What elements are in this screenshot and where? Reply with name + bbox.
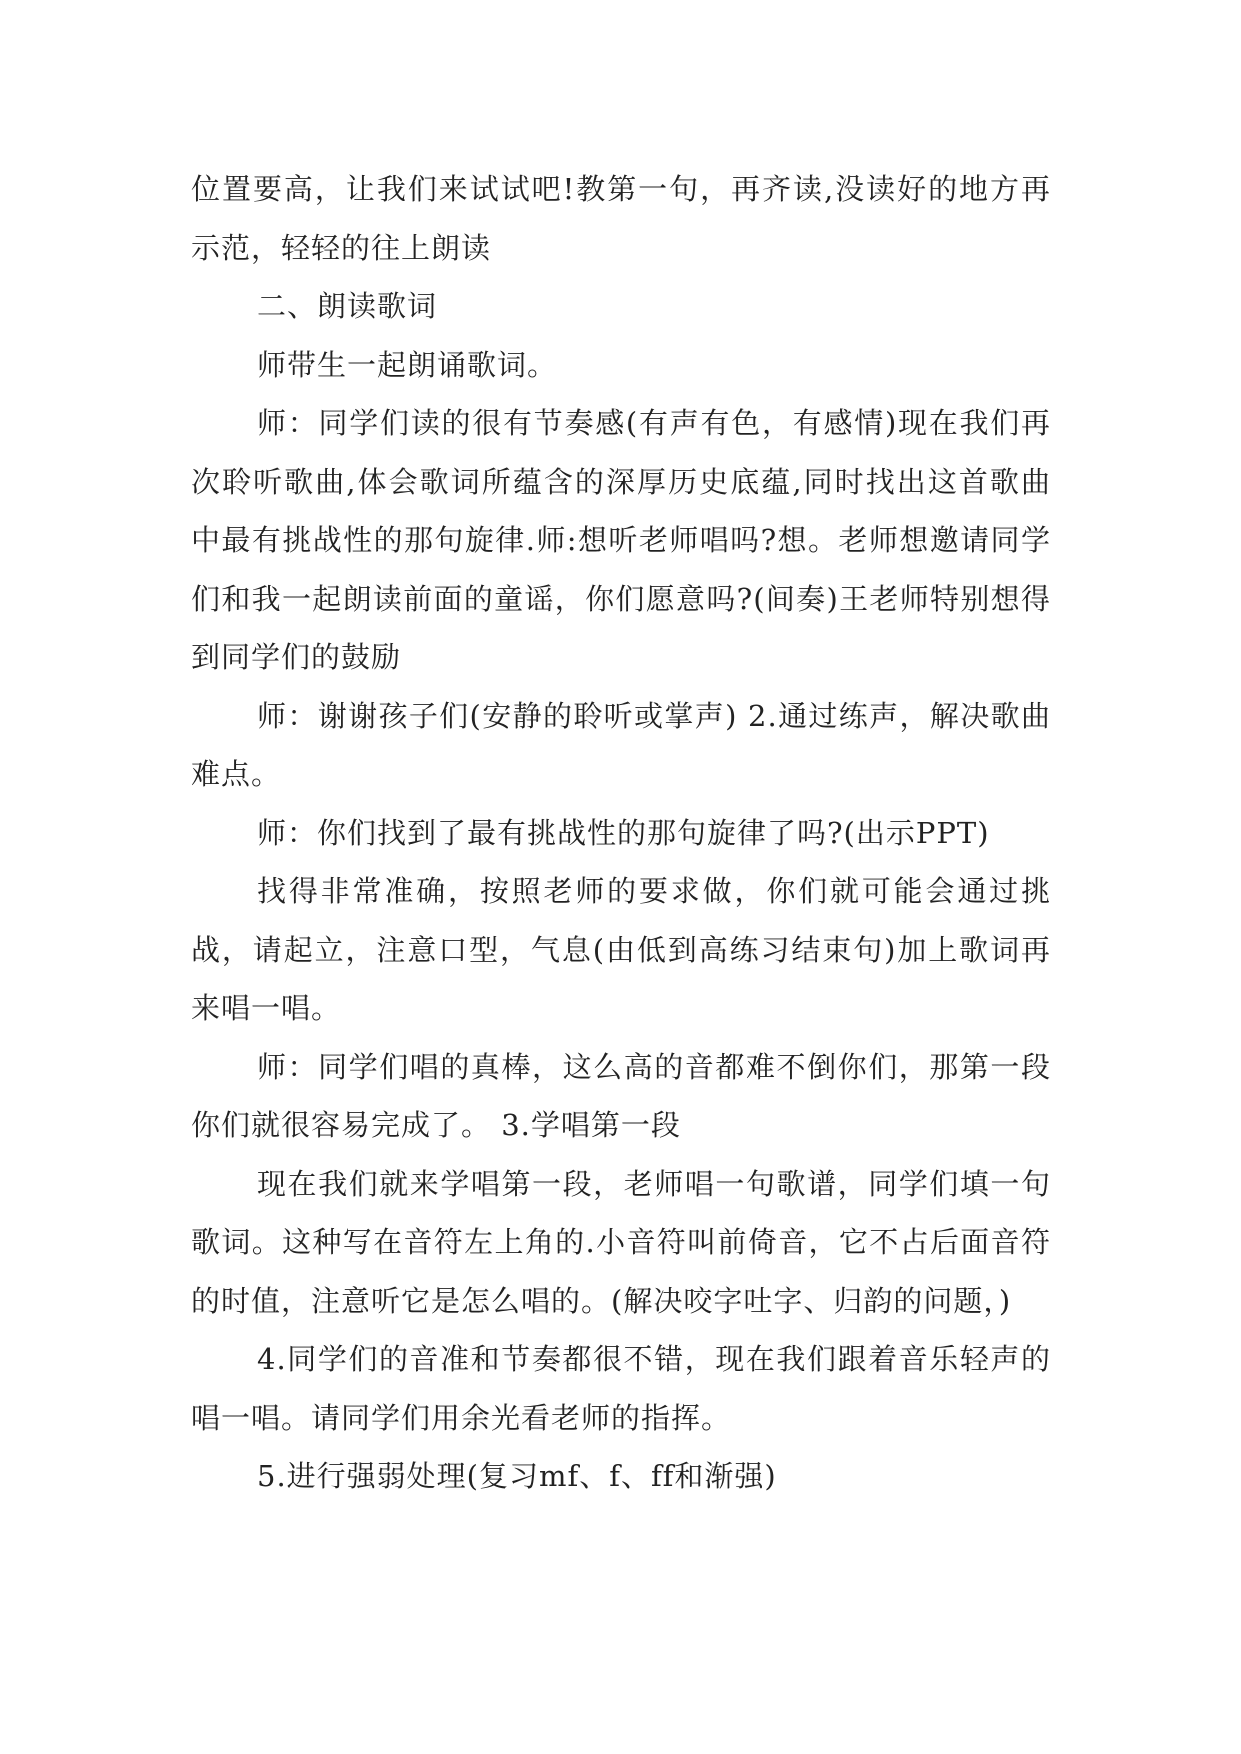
document-body xyxy=(191,160,1051,1506)
section-heading-2: 二、朗读歌词 xyxy=(257,289,438,323)
paragraph-3: 师带生一起朗诵歌词。 xyxy=(257,347,558,382)
paragraph-1: 位置要高，让我们来试试吧!教第一句，再齐读,没读好的地方再示范，轻轻的往上朗读 xyxy=(191,172,1051,265)
paragraph-6: 师：你们找到了最有挑战性的那句旋律了吗?(出示PPT) xyxy=(257,815,990,850)
paragraph-8: 师：同学们唱的真棒，这么高的音都难不倒你们，那第一段你们就很容易完成了。 3.学唱第一段 xyxy=(191,1049,1051,1142)
paragraph-7: 找得非常准确，按照老师的要求做，你们就可能会通过挑战，请起立，注意口型，气息(由低到高练习结束句)加上歌词再来唱一唱。 xyxy=(191,874,1051,1025)
paragraph-10: 4.同学们的音准和节奏都很不错，现在我们跟着音乐轻声的唱一唱。请同学们用余光看老师的指挥。 xyxy=(191,1342,1051,1435)
paragraph-5: 师：谢谢孩子们(安静的聆听或掌声) 2.通过练声，解决歌曲难点。 xyxy=(191,698,1051,791)
paragraph-4: 师：同学们读的很有节奏感(有声有色，有感情)现在我们再次聆听歌曲,体会歌词所蕴含的深厚历史底蕴,同时找出这首歌曲中最有挑战性的那句旋律.师:想听老师唱吗?想。老师想邀请同学们和我一起朗读前面的童谣，你们愿意吗?(间奏)王老师特别想得到同学们的鼓励 xyxy=(191,406,1051,674)
paragraph-11: 5.进行强弱处理(复习mf、f、ff和渐强) xyxy=(257,1459,777,1493)
paragraph-9: 现在我们就来学唱第一段，老师唱一句歌谱，同学们填一句歌词。这种写在音符左上角的.小音符叫前倚音，它不占后面音符的时值，注意听它是怎么唱的。(解决咬字吐字、归韵的问题，) xyxy=(191,1166,1051,1318)
